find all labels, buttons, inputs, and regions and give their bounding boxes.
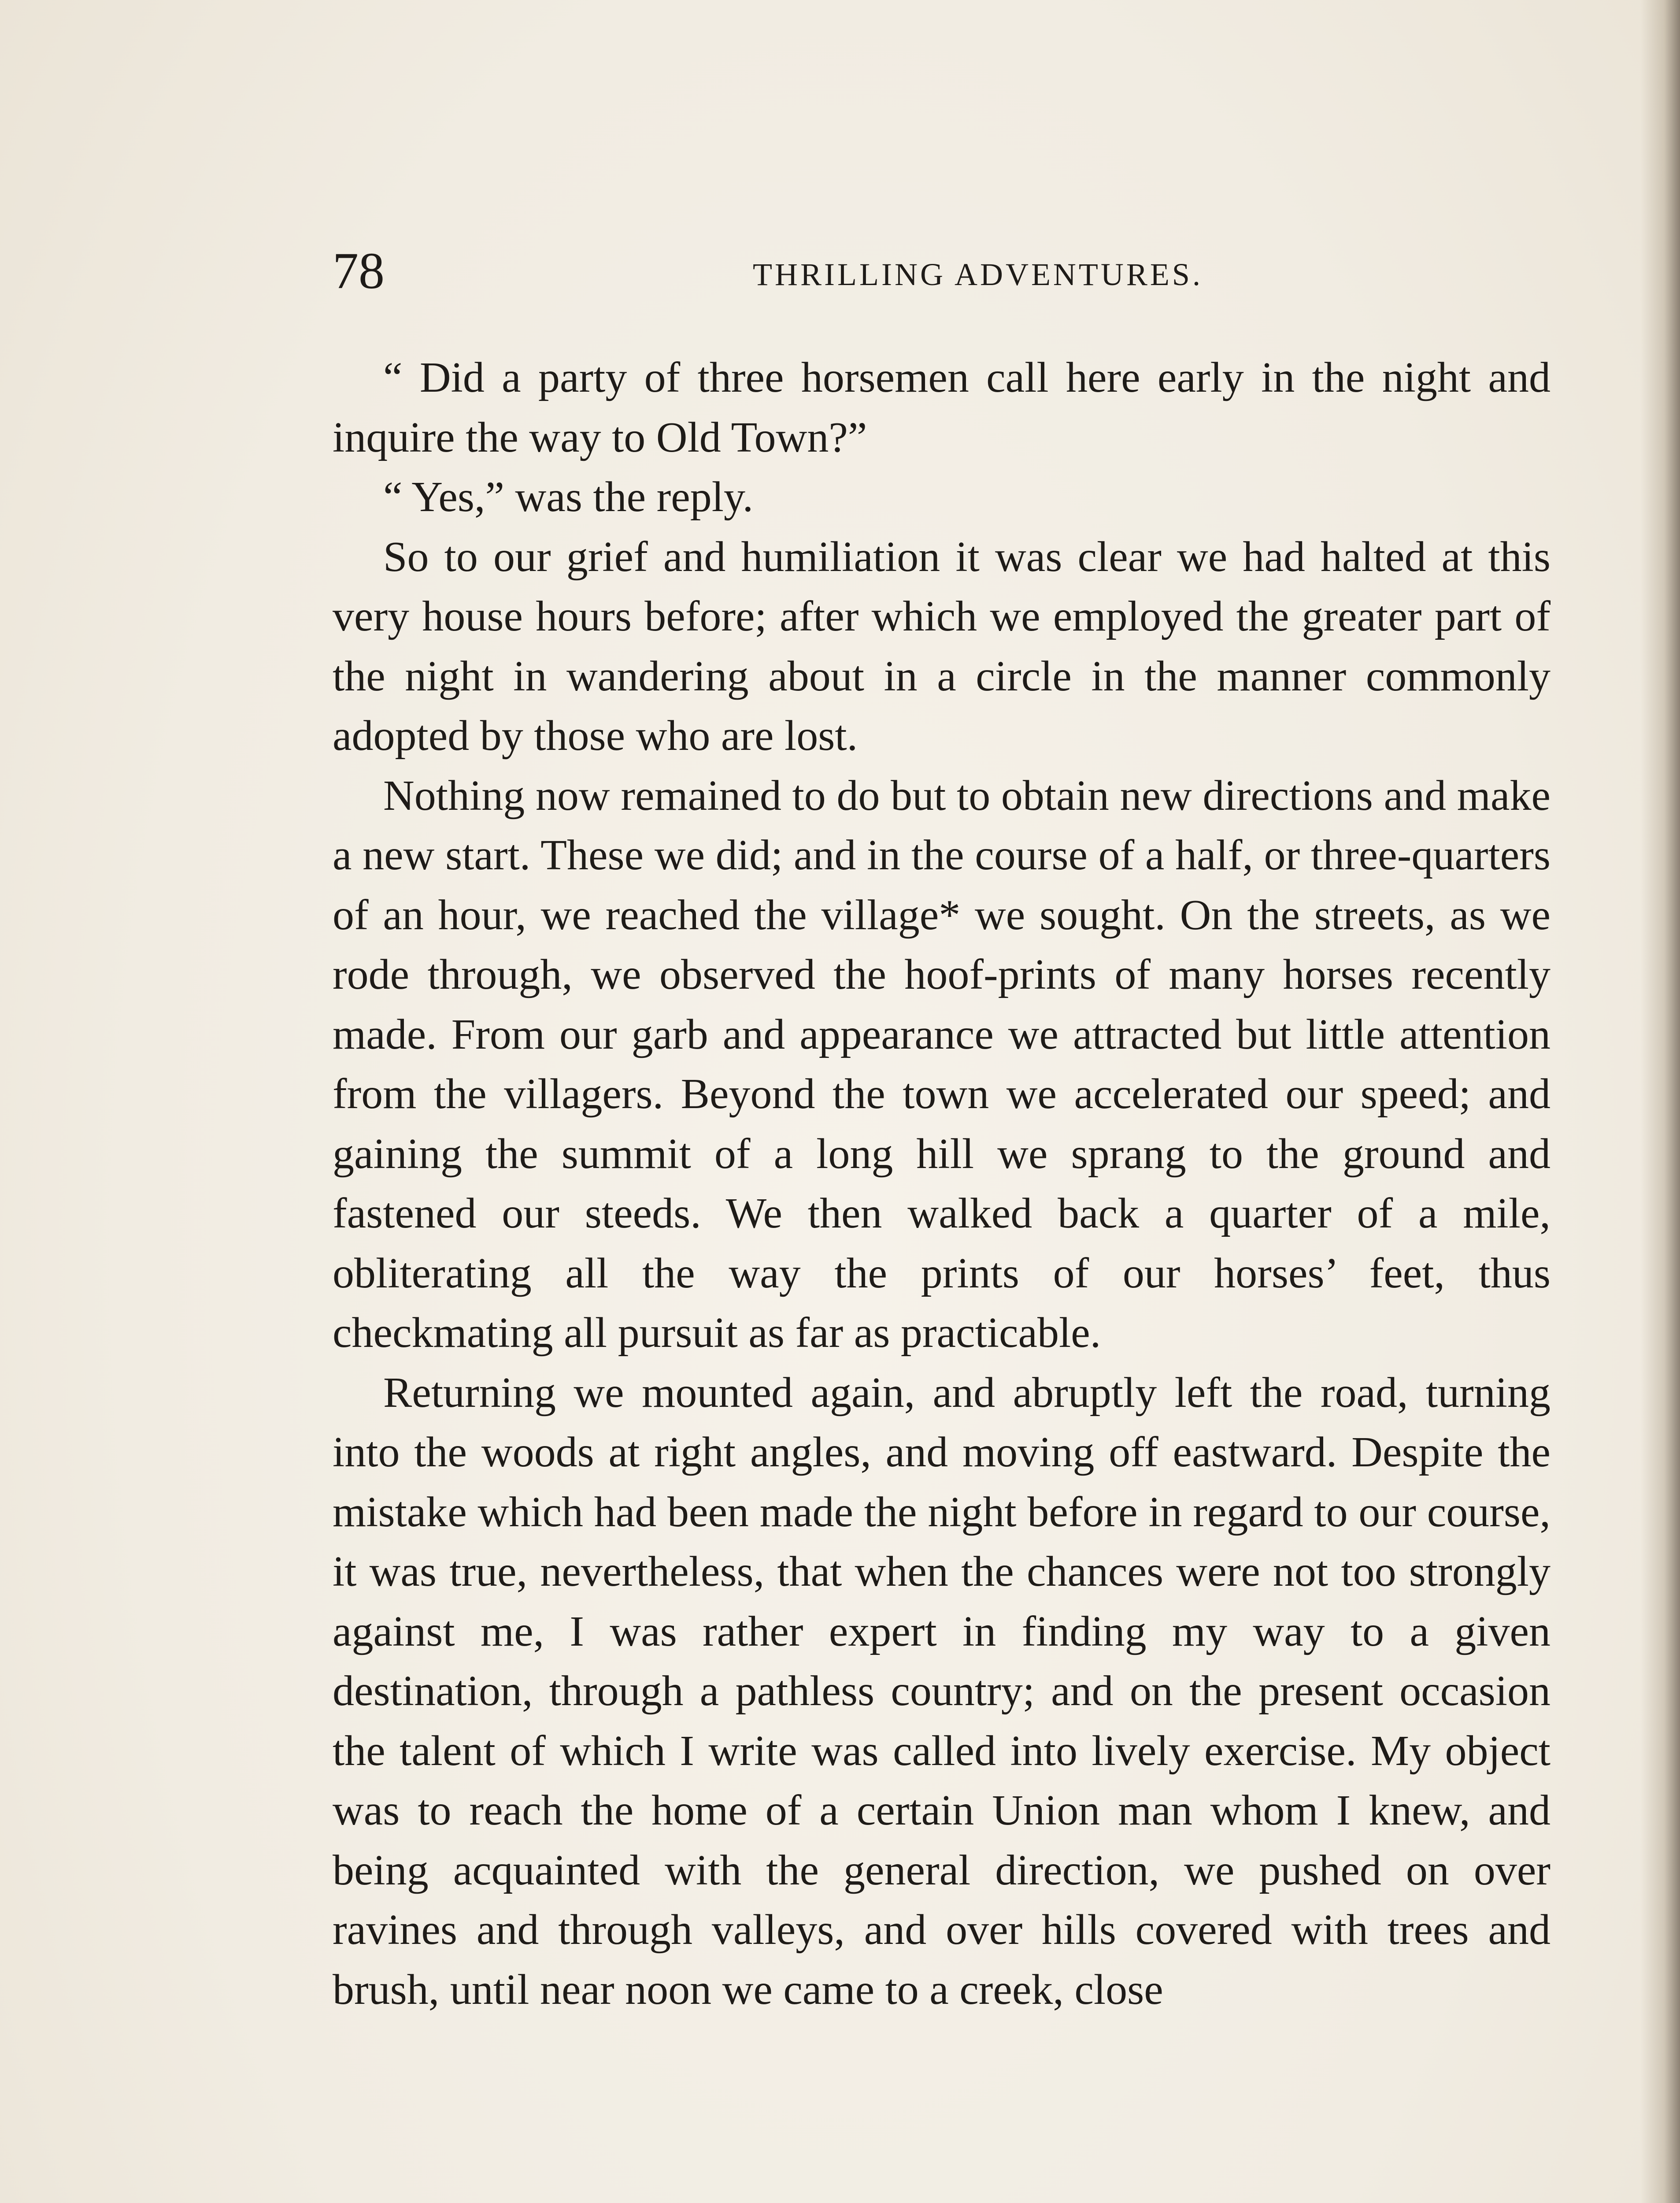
- page-header: [333, 236, 1553, 306]
- body-text: [333, 348, 1550, 2020]
- paragraph: Returning we mounted again, and abruptly left the road, turning into the woods at right angles, and moving off eastward. Despite the mistake which had been made the night before in regard to our course, it was true, nevertheless, that when the chances were not too strongly against me, I was rather expert in finding my way to a given destination, through a pathless country; and on the present occasion the talent of which I write was called into lively exercise. My object was to reach the home of a certain Union man whom I knew, and being acquainted with the general direction, we pushed on over ravines and through valleys, and over hills covered with trees and brush, until near noon we came to a creek, close: [333, 1369, 1550, 2014]
- paragraph: Nothing now remained to do but to obtain new directions and make a new start. These we did; and in the course of a half, or three-quarters of an hour, we reached the village* we sought. On the streets, as we rode through, we observed the hoof-prints of many horses recently made. From our garb and appearance we attracted but little attention from the villagers. Beyond the town we accelerated our speed; and gaining the summit of a long hill we sprang to the ground and fastened our steeds. We then walked back a quarter of a mile, obliterating all the way the prints of our horses’ feet, thus checkmating all pursuit as far as practicable.: [333, 771, 1550, 1357]
- spine-shadow: [1640, 0, 1680, 2203]
- paragraph: “ Yes,” was the reply.: [383, 473, 754, 521]
- running-title: THRILLING ADVENTURES.: [753, 257, 1203, 292]
- paragraph: “ Did a party of three horsemen call here early in the night and inquire the way to Old Town?”: [333, 354, 1550, 461]
- page-number: 78: [333, 242, 385, 300]
- paragraph: So to our grief and humiliation it was clear we had halted at this very house hours before; after which we employed the greater part of the night in wandering about in a circle in the manner commonly adopted by those who are lost.: [333, 533, 1550, 760]
